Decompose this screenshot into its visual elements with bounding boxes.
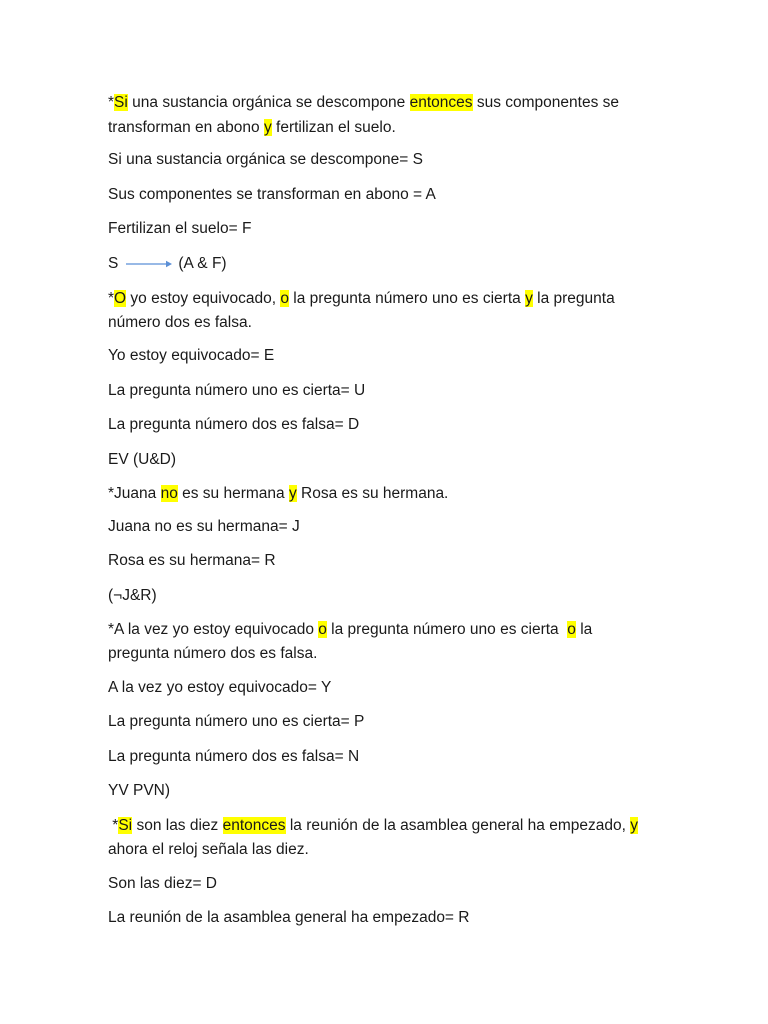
highlight-o: o (318, 621, 327, 638)
highlight-y: y (288, 485, 297, 502)
text-run: la pregunta número uno es cierta (288, 290, 526, 307)
text-run: la (575, 621, 593, 638)
highlight-o: o (280, 290, 289, 307)
paragraph-4: Fertilizan el suelo= F (108, 220, 252, 237)
paragraph-15-line-1 (108, 618, 708, 642)
highlight-si: Si (114, 94, 128, 111)
text-run: fertilizan el suelo. (271, 119, 396, 136)
text-run: la reunión de la asamblea general ha empezado, (285, 817, 631, 834)
paragraph-20-line-2: ahora el reloj señala las diez. (108, 841, 309, 858)
text-run: * (108, 817, 119, 834)
paragraph-3: Sus componentes se transforman en abono = A (108, 186, 436, 203)
paragraph-13: Rosa es su hermana= R (108, 552, 276, 569)
highlight-y: y (630, 817, 638, 834)
paragraph-14: (¬J&R) (108, 587, 157, 604)
highlight-entonces: entonces (409, 94, 473, 111)
paragraph-18: La pregunta número dos es falsa= N (108, 748, 360, 765)
paragraph-16: A la vez yo estoy equivocado= Y (108, 679, 332, 696)
highlight-y: y (263, 119, 272, 136)
paragraph-15-line-2: pregunta número dos es falsa. (108, 645, 318, 662)
paragraph-7: Yo estoy equivocado= E (108, 347, 275, 364)
highlight-o: O (114, 290, 127, 307)
text-run: es su hermana (177, 485, 289, 502)
paragraph-11 (108, 482, 708, 506)
paragraph-19: YV PVN) (108, 782, 171, 799)
paragraph-1-line-2 (108, 116, 708, 140)
paragraph-10: EV (U&D) (108, 451, 177, 468)
paragraph-9: La pregunta número dos es falsa= D (108, 416, 360, 433)
paragraph-8: La pregunta número uno es cierta= U (108, 382, 366, 399)
text-run: * (108, 290, 115, 307)
formula-left: S (108, 255, 119, 272)
paragraph-2: Si una sustancia orgánica se descompone= S (108, 151, 423, 168)
text-run: son las diez (132, 817, 223, 834)
text-run: una sustancia orgánica se descompone (127, 94, 410, 111)
paragraph-17: La pregunta número uno es cierta= P (108, 713, 365, 730)
paragraph-20-line-1 (108, 814, 708, 838)
highlight-y: y (525, 290, 533, 307)
paragraph-6-line-1 (108, 287, 708, 311)
right-arrow-icon (126, 259, 172, 269)
formula-right: (A & F) (178, 255, 227, 272)
paragraph-5 (108, 252, 708, 276)
text-run: Rosa es su hermana. (296, 485, 449, 502)
text-run: * (108, 94, 115, 111)
paragraph-6-line-2: número dos es falsa. (108, 314, 252, 331)
text-run: la pregunta (532, 290, 615, 307)
paragraph-22: La reunión de la asamblea general ha empezado= R (108, 909, 470, 926)
text-run: la pregunta número uno es cierta (326, 621, 568, 638)
highlight-si: Si (118, 817, 133, 834)
highlight-no: no (160, 485, 178, 502)
paragraph-1-line-1 (108, 91, 708, 115)
highlight-entonces: entonces (222, 817, 286, 834)
highlight-o: o (567, 621, 576, 638)
text-run: sus componentes se (472, 94, 620, 111)
text-run: *A la vez yo estoy equivocado (108, 621, 319, 638)
paragraph-21: Son las diez= D (108, 875, 217, 892)
paragraph-12: Juana no es su hermana= J (108, 518, 300, 535)
text-run: transforman en abono (108, 119, 264, 136)
text-run: yo estoy equivocado, (126, 290, 281, 307)
text-run: *Juana (108, 485, 161, 502)
